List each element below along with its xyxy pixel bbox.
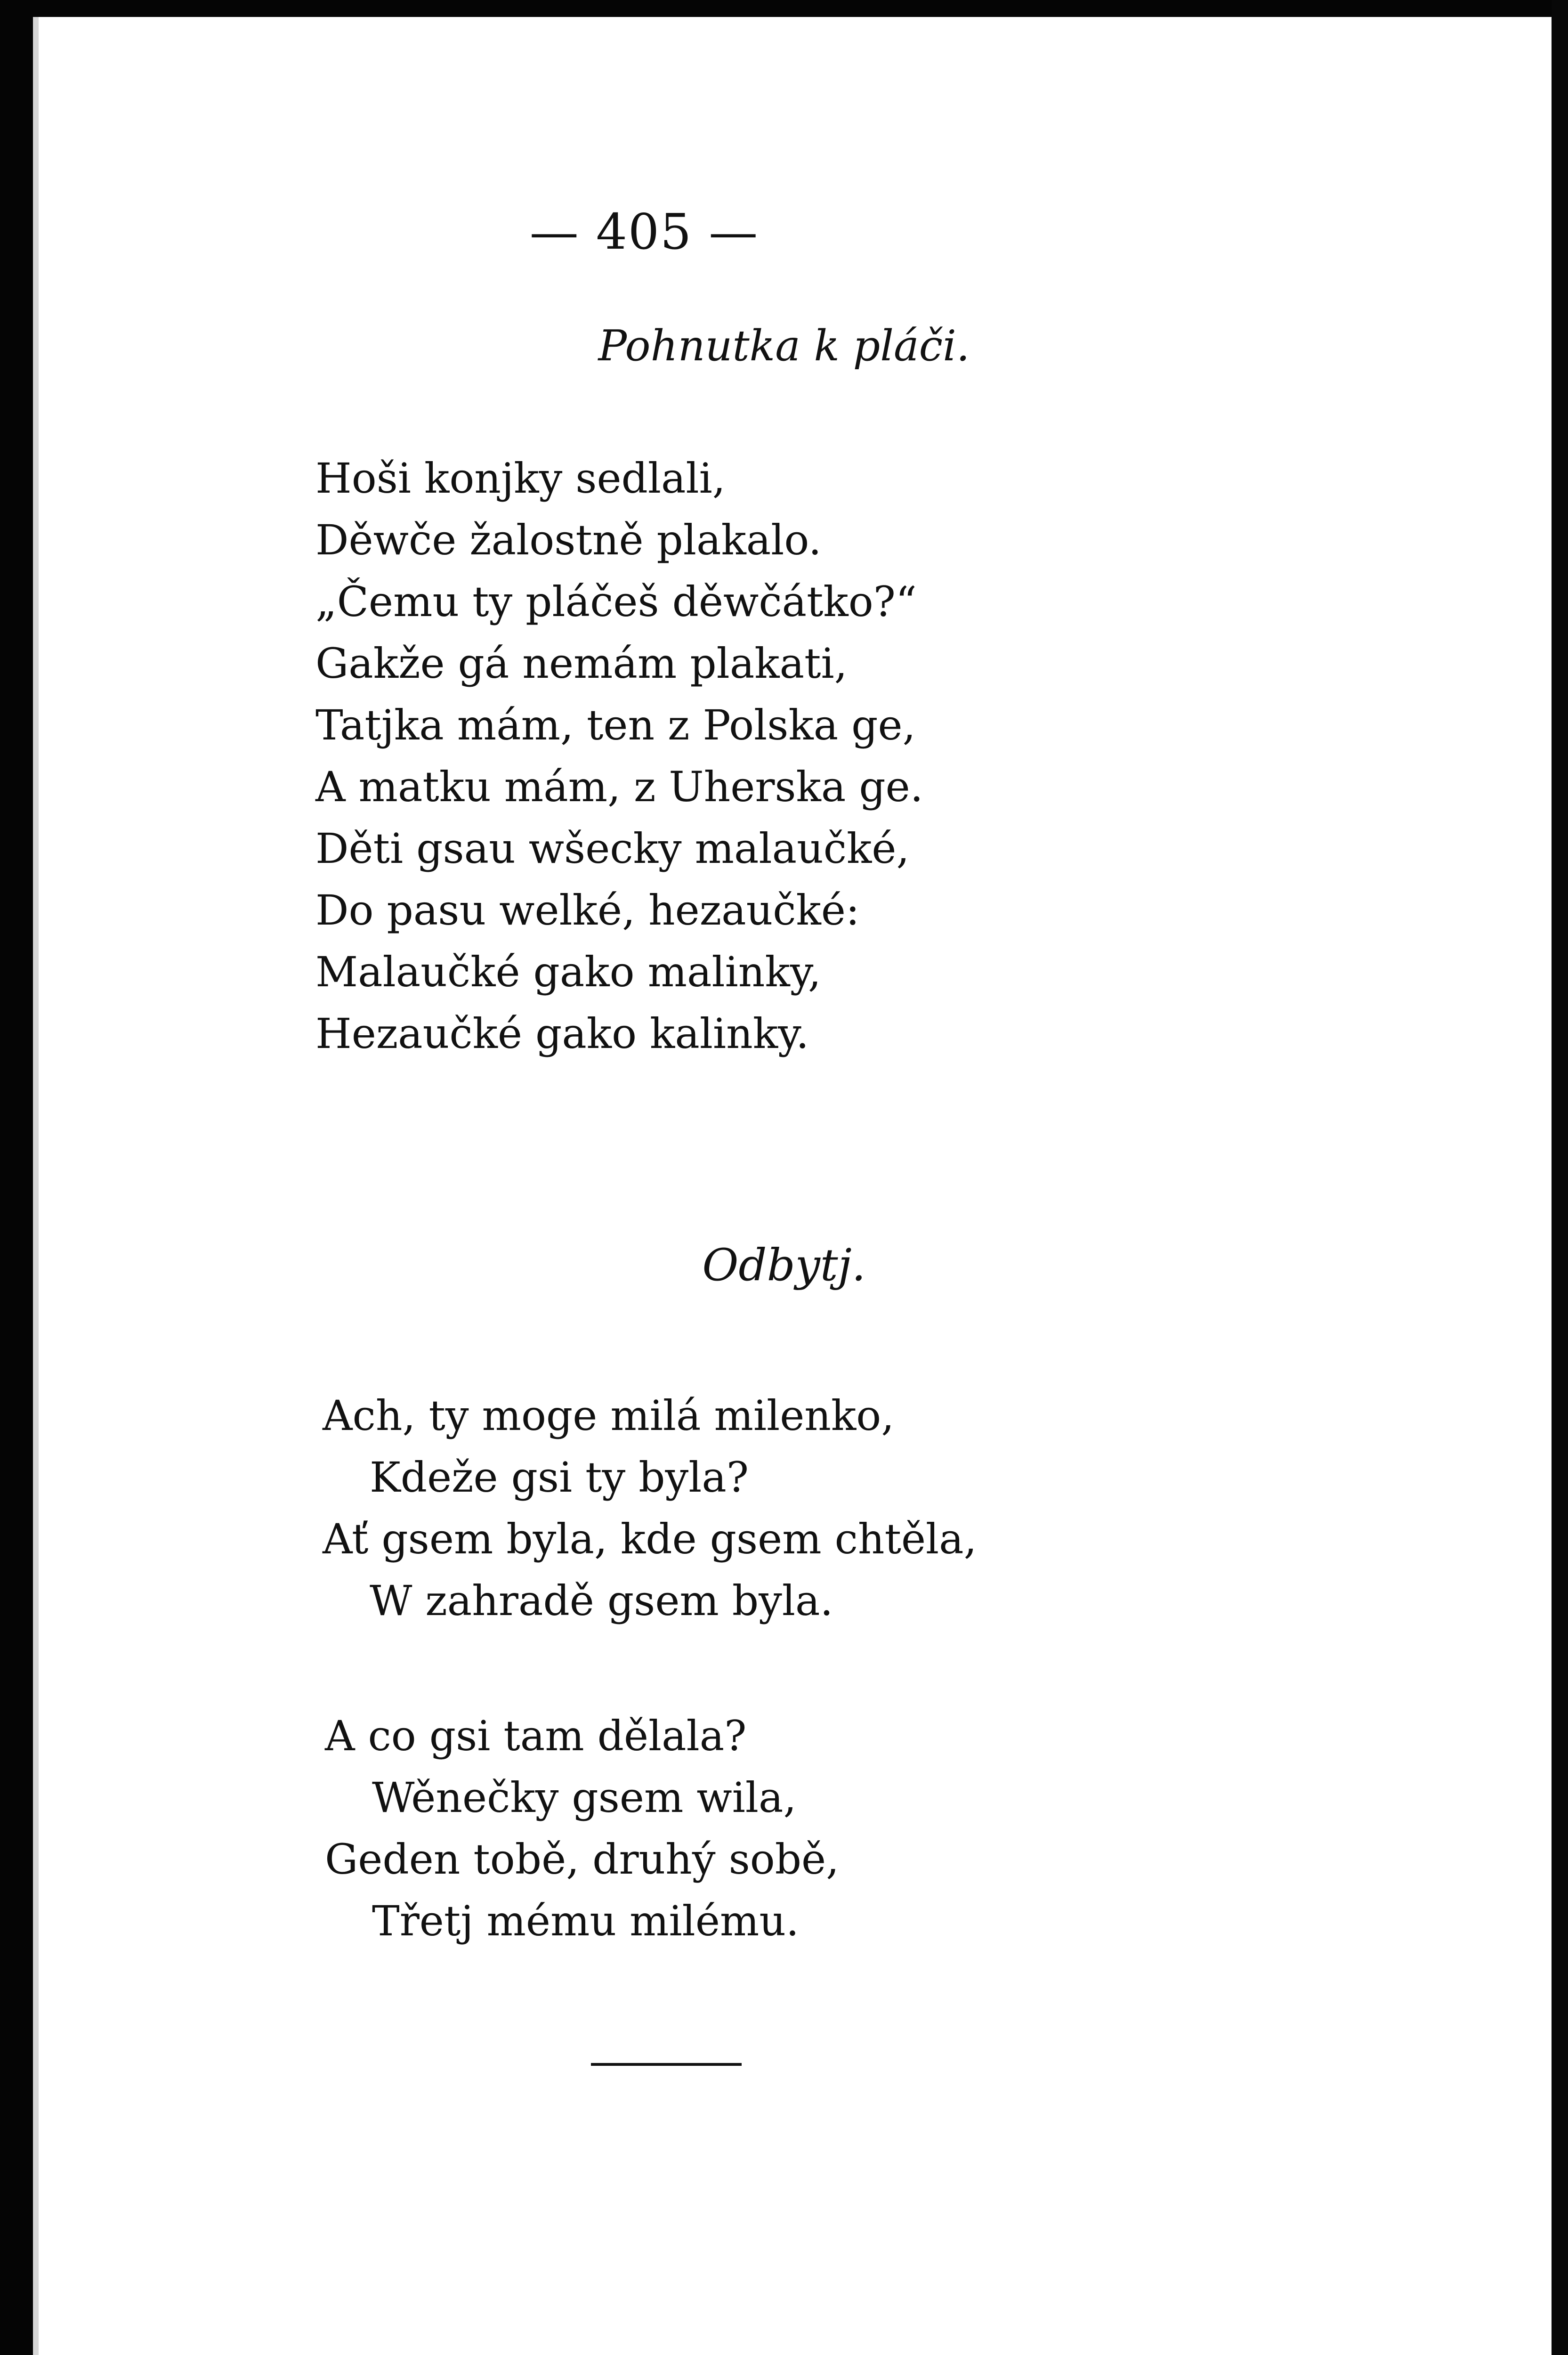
poem-line: Malaučké gako malinky, bbox=[315, 948, 821, 996]
poem-line: A co gsi tam dělala? bbox=[325, 1712, 747, 1760]
poem-line: „Čemu ty pláčeš děwčátko?“ bbox=[315, 577, 917, 626]
poem-title-pohnutka: Pohnutka k pláči. bbox=[598, 321, 970, 371]
poem-line: Do pasu welké, hezaučké: bbox=[315, 886, 860, 934]
poem-line-indented: Wěnečky gsem wila, bbox=[372, 1773, 797, 1822]
page-shadow bbox=[33, 17, 39, 2355]
poem-line: Děti gsau wšecky malaučké, bbox=[315, 824, 910, 873]
poem-line: Hezaučké gako kalinky. bbox=[315, 1009, 809, 1058]
poem-line-indented: Kdeže gsi ty byla? bbox=[370, 1453, 749, 1502]
poem-line: Gakže gá nemám plakati, bbox=[315, 639, 848, 688]
poem-odbytj-stanza-2 bbox=[325, 1705, 839, 1952]
poem-line-indented: Třetj mému milému. bbox=[372, 1897, 799, 1945]
poem-line: Děwče žalostně plakalo. bbox=[315, 516, 822, 564]
page-number: — 405 — bbox=[529, 203, 759, 260]
poem-line: Ať gsem byla, kde gsem chtěla, bbox=[323, 1515, 977, 1563]
poem-pohnutka-body bbox=[315, 447, 923, 1064]
poem-line: Hoši konjky sedlali, bbox=[315, 454, 726, 503]
poem-line: Geden tobě, druhý sobě, bbox=[325, 1835, 840, 1884]
scan-edge-top bbox=[0, 0, 1568, 17]
poem-line: Ach, ty moge milá milenko, bbox=[323, 1391, 895, 1440]
poem-line-indented: W zahradě gsem byla. bbox=[370, 1576, 833, 1625]
poem-title-odbytj: Odbytj. bbox=[702, 1240, 866, 1291]
poem-odbytj-stanza-1 bbox=[323, 1385, 977, 1632]
poem-line: Tatjka mám, ten z Polska ge, bbox=[315, 701, 916, 749]
poem-line: A matku mám, z Uherska ge. bbox=[315, 763, 923, 811]
end-rule bbox=[591, 2063, 742, 2066]
